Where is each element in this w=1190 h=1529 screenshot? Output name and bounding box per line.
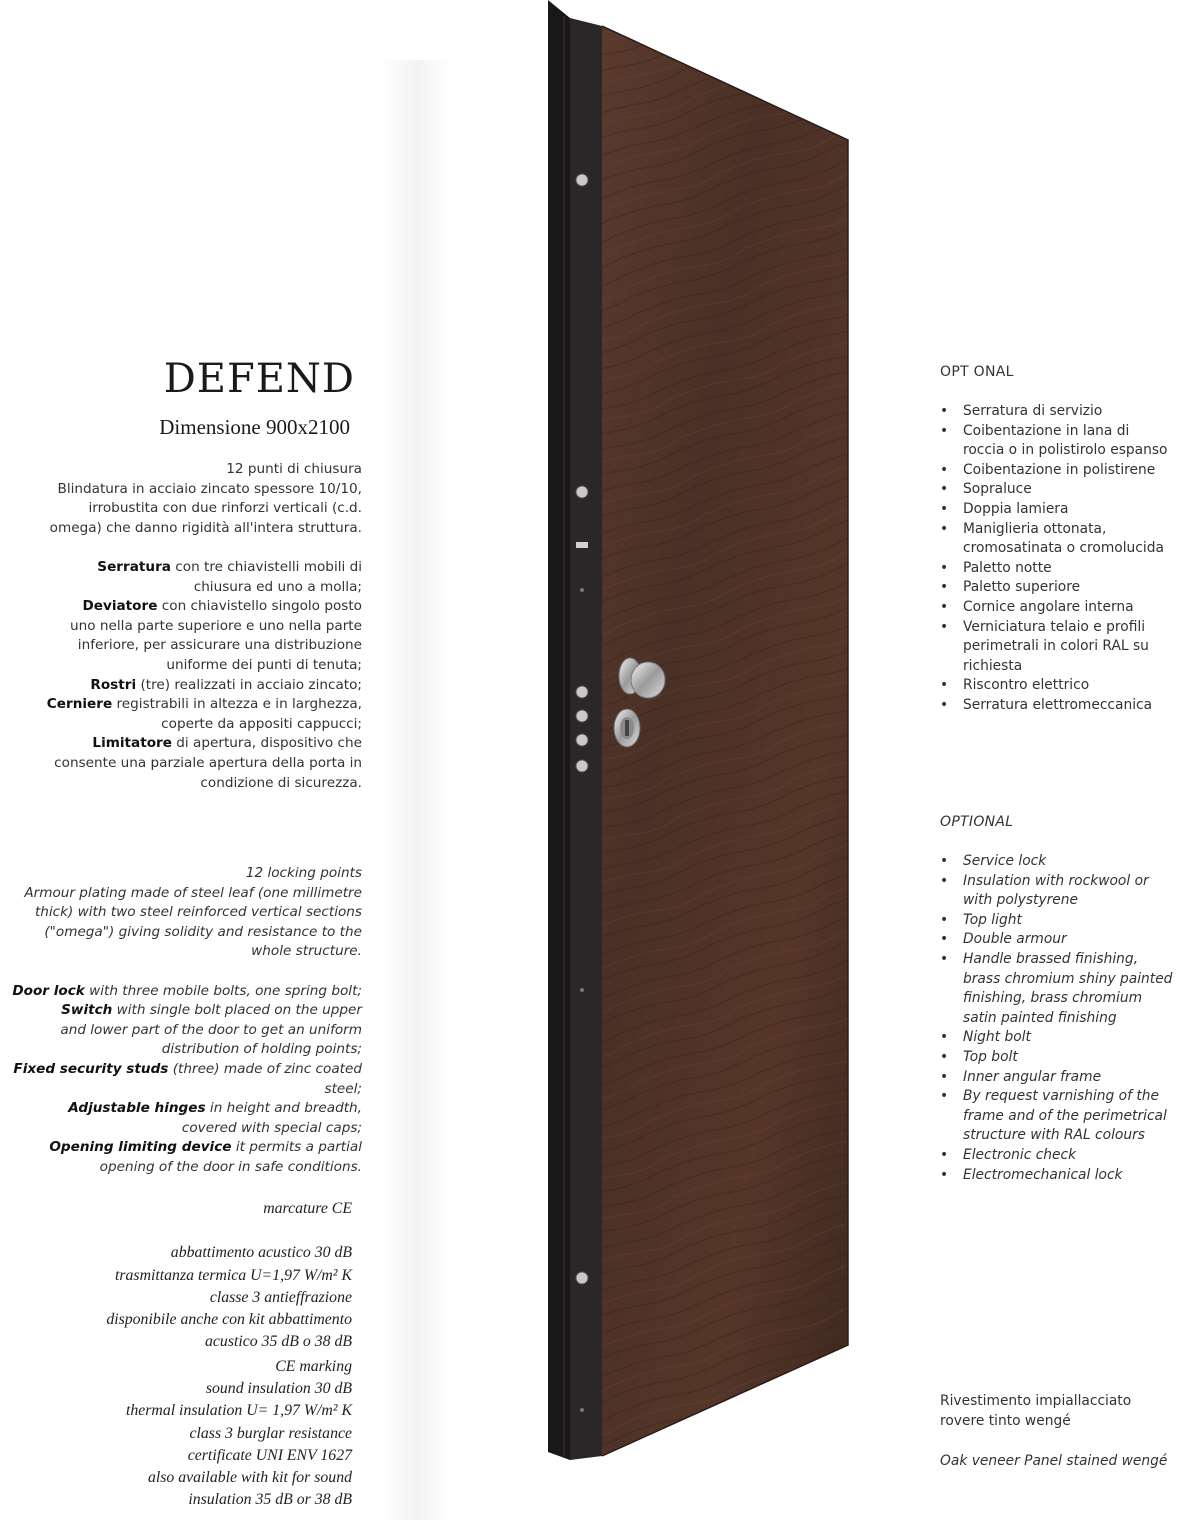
text-line: 12 locking points (245, 865, 362, 881)
optional-list-item: • Inner angular frame (940, 1068, 1173, 1088)
text-line: chiusura ed uno a molla; (193, 578, 362, 595)
text-line: Fixed security studs (three) made of zinc coated (13, 1060, 362, 1077)
finish-line-2: rovere tinto wengé (940, 1412, 1071, 1429)
optional-list-item: • Electronic check (940, 1146, 1173, 1166)
text-line: distribution of holding points; (161, 1041, 362, 1058)
text-line: irrobustita con due rinforzi verticali (c.d. (88, 500, 362, 517)
text-line: Limitatore di apertura, dispositivo che (92, 735, 362, 752)
description-italian (47, 460, 362, 793)
optional-list-item: • Paletto superiore (940, 578, 1173, 598)
armored-door-illustration (540, 0, 860, 1470)
feature-term: Rostri (90, 676, 137, 693)
text-line: 12 punti di chiusura (226, 461, 362, 477)
ce-line: certificate UNI ENV 1627 (187, 1446, 352, 1464)
optional-list-item: • Serratura elettromeccanica (940, 696, 1173, 716)
text-line: consente una parziale apertura della porta in (54, 754, 362, 771)
optional-list-item: • Double armour (940, 930, 1173, 950)
finish-description-english: Oak veneer Panel stained wengé (940, 1453, 1168, 1469)
optional-list-item: • Verniciatura telaio e profili perimetrali in colori RAL su richiesta (940, 618, 1173, 677)
optional-list-item: • Night bolt (940, 1028, 1173, 1048)
text-line: Armour plating made of steel leaf (one millimetre (24, 884, 362, 901)
text-line: steel; (324, 1080, 362, 1097)
product-title: DEFEND (163, 356, 355, 402)
text-line: Rostri (tre) realizzati in acciaio zincato; (90, 676, 362, 693)
ce-line: disponibile anche con kit abbattimento (106, 1311, 352, 1328)
optional-list-item: • Maniglieria ottonata, cromosatinata o cromolucida (940, 520, 1173, 559)
text-line: condizione di sicurezza. (200, 774, 362, 791)
optional-list-item: • Coibentazione in polistirene (940, 461, 1173, 481)
optional-items-english (940, 852, 1173, 1185)
ce-line: CE marking (275, 1358, 352, 1375)
optional-list-item: • Riscontro elettrico (940, 676, 1173, 696)
feature-term: Serratura (97, 558, 171, 575)
text-line: Switch with single bolt placed on the upper (61, 1002, 362, 1019)
optional-list-item: • Coibentazione in lana di roccia o in polistirolo espanso (940, 422, 1173, 461)
ce-line: class 3 burglar resistance (189, 1424, 352, 1442)
text-line: Opening limiting device it permits a partial (49, 1139, 362, 1156)
ce-line: abbattimento acustico 30 dB (170, 1244, 352, 1262)
optional-heading-italian: OPT ONAL (940, 364, 1014, 380)
door-frame-edge (548, 0, 570, 1460)
feature-term: Switch (61, 1002, 113, 1019)
text-line: ("omega") giving solidity and resistance to the (44, 923, 362, 940)
optional-list-item: • Top bolt (940, 1048, 1173, 1068)
optional-heading-english: OPTIONAL (940, 814, 1014, 830)
ce-marking-english (126, 1356, 352, 1511)
ce-line: classe 3 antieffrazione (209, 1288, 352, 1306)
finish-line-1: Rivestimento impiallacciato (940, 1393, 1132, 1409)
description-english (12, 864, 362, 1178)
optional-list-item: • Service lock (940, 852, 1173, 872)
ce-line: thermal insulation U= 1,97 W/m² K (125, 1402, 352, 1420)
optional-list-item: • Doppia lamiera (940, 500, 1173, 520)
optional-list-item: • Insulation with rockwool or with polystyrene (940, 872, 1173, 911)
feature-term: Door lock (12, 982, 85, 999)
product-dimension: Dimensione 900x2100 (159, 415, 350, 439)
text-line: Cerniere registrabili in altezza e in larghezza, (46, 696, 362, 713)
ce-line (106, 1220, 352, 1242)
text-line: Adjustable hinges in height and breadth, (68, 1100, 362, 1117)
text-line: uno nella parte superiore e uno nella parte (70, 617, 362, 634)
optional-list-item: • By request varnishing of the frame and of the perimetrical structure with RAL colours (940, 1087, 1173, 1146)
feature-term: Fixed security studs (13, 1060, 169, 1077)
optional-items-italian (940, 402, 1173, 716)
ce-line: sound insulation 30 dB (205, 1380, 352, 1398)
text-line: coperte da appositi cappucci; (161, 715, 362, 732)
feature-term: Opening limiting device (49, 1139, 232, 1156)
optional-list-item: • Paletto notte (940, 559, 1173, 579)
feature-term: Deviatore (82, 598, 158, 615)
text-line: Deviatore con chiavistello singolo posto (82, 598, 362, 615)
ce-line: trasmittanza termica U=1,97 W/m² K (115, 1266, 352, 1284)
text-line: omega) che danno rigidità all'intera struttura. (49, 519, 362, 536)
text-line: opening of the door in safe conditions. (99, 1158, 362, 1175)
ce-line: also available with kit for sound (147, 1469, 352, 1487)
text-line: whole structure. (251, 943, 362, 960)
optional-list-item: • Sopraluce (940, 480, 1173, 500)
optional-list-item: • Cornice angolare interna (940, 598, 1173, 618)
text-line: covered with special caps; (181, 1119, 362, 1136)
optional-list-english (940, 852, 1173, 1185)
optional-list-item: • Serratura di servizio (940, 402, 1173, 422)
text-line (47, 538, 362, 558)
feature-term: Cerniere (46, 696, 113, 713)
text-line: thick) with two steel reinforced vertical sections (34, 904, 362, 921)
feature-term: Limitatore (92, 735, 172, 752)
ce-line: marcature CE (263, 1200, 352, 1217)
ce-line: insulation 35 dB or 38 dB (188, 1491, 352, 1509)
finish-description-italian (940, 1392, 1131, 1431)
lock-cylinder (614, 709, 640, 747)
feature-term: Adjustable hinges (68, 1100, 206, 1117)
text-line: Blindatura in acciaio zincato spessore 10/10, (57, 480, 362, 497)
optional-list-item: • Electromechanical lock (940, 1166, 1173, 1186)
text-line: Door lock with three mobile bolts, one spring bolt; (12, 982, 362, 999)
text-line: Serratura con tre chiavistelli mobili di (97, 558, 362, 575)
optional-list-item: • Top light (940, 911, 1173, 931)
text-line (12, 962, 362, 982)
text-line: and lower part of the door to get an uniform (60, 1021, 362, 1038)
optional-list-italian (940, 402, 1173, 716)
text-line: uniforme dei punti di tenuta; (166, 656, 362, 673)
page-gutter-shadow (380, 60, 450, 1520)
ce-line: acustico 35 dB o 38 dB (205, 1333, 352, 1351)
optional-list-item: • Handle brassed finishing, brass chromium shiny painted finishing, brass chromium satin painted finishing (940, 950, 1173, 1028)
ce-marking-italian (106, 1198, 352, 1353)
door-image (540, 0, 860, 1470)
text-line: inferiore, per assicurare una distribuzione (77, 637, 362, 654)
